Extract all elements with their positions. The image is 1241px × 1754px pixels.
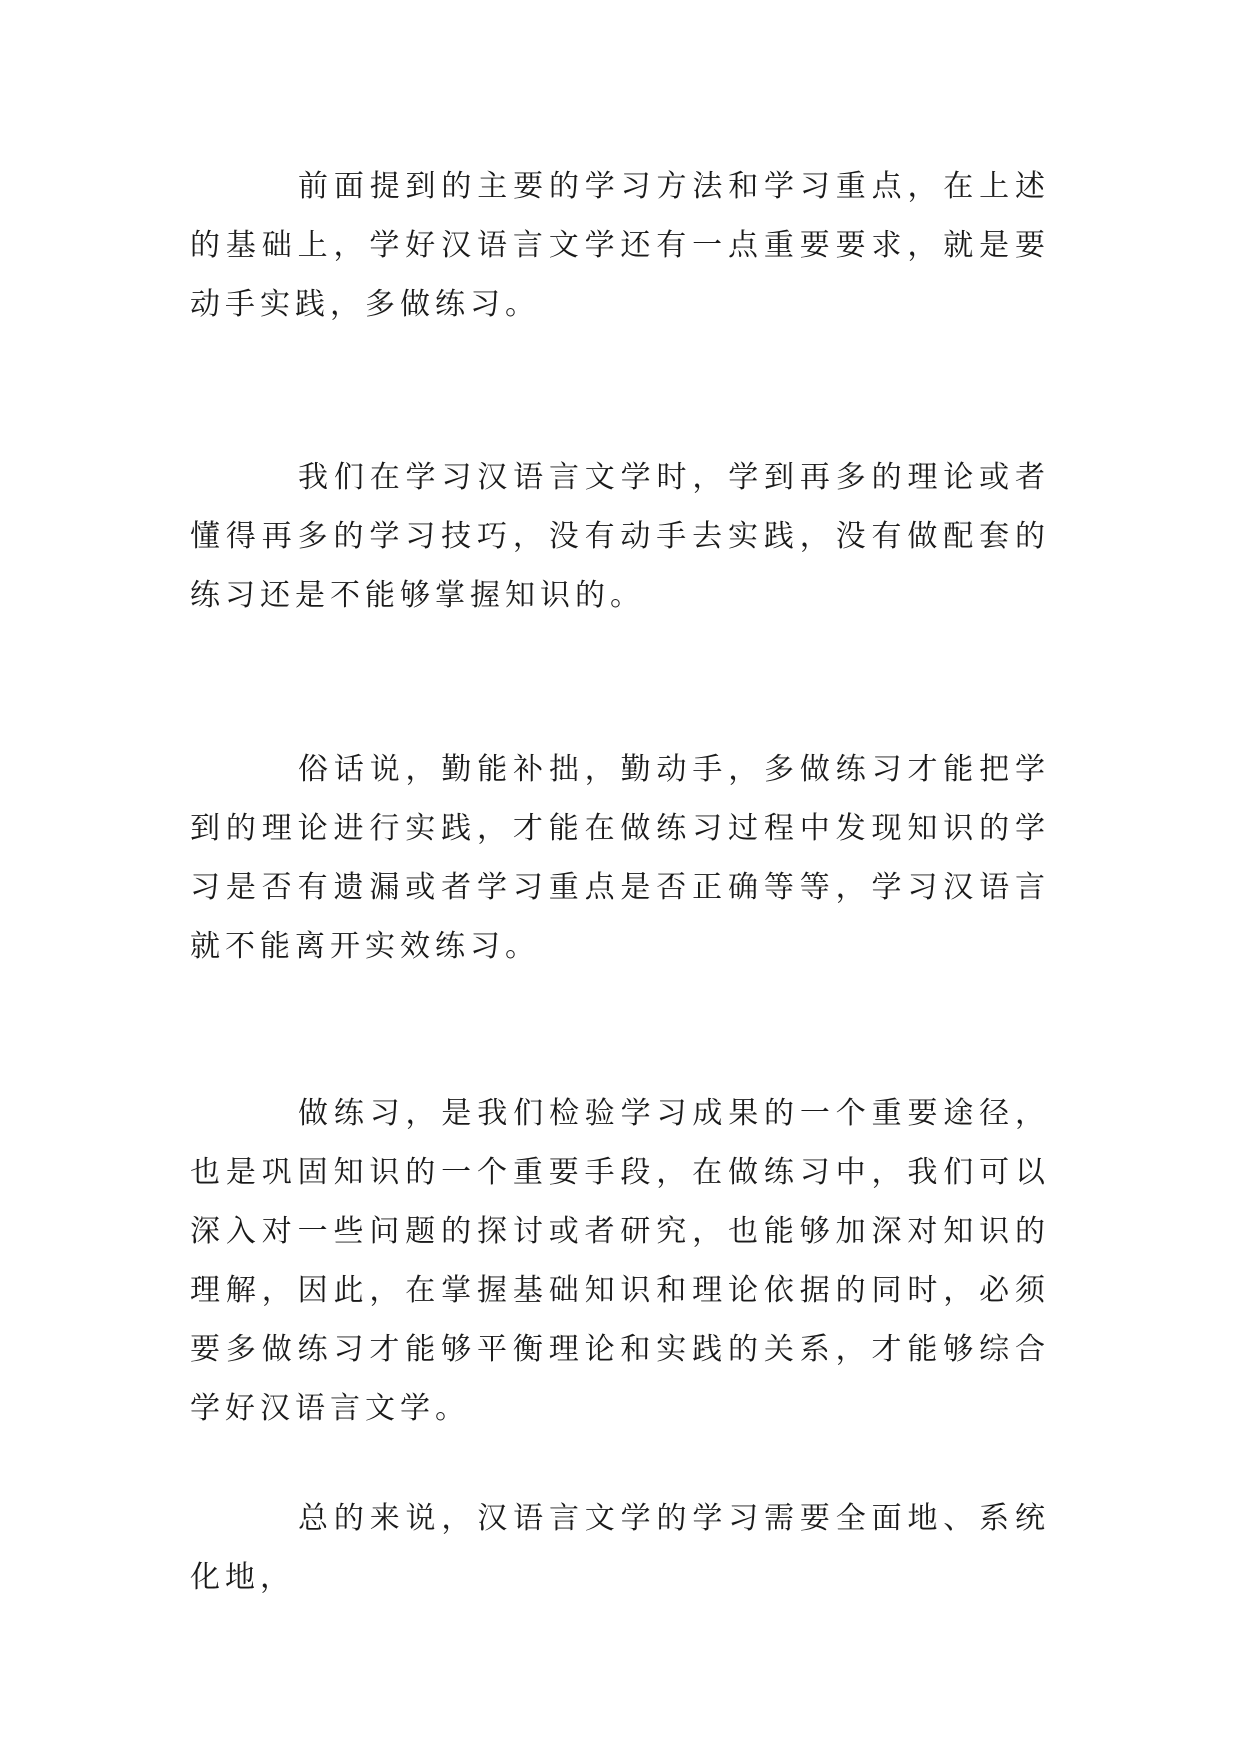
paragraph-exercise-importance: 做练习，是我们检验学习成果的一个重要途径，也是巩固知识的一个重要手段，在做练习中，我们可以深入对一些问题的探讨或者研究，也能够加深对知识的理解，因此，在掌握基础知识和理论依据的同时，必须要多做练习才能够平衡理论和实践的关系，才能够综合学好汉语言文学。: [190, 1096, 1050, 1426]
paragraph-conclusion: 总的来说，汉语言文学的学习需要全面地、系统化地，: [190, 1501, 1050, 1595]
paragraph-diligence-proverb: 俗话说，勤能补拙，勤动手，多做练习才能把学到的理论进行实践，才能在做练习过程中发现知识的学习是否有遗漏或者学习重点是否正确等等，学习汉语言就不能离开实效练习。: [190, 752, 1050, 964]
paragraph-practice-requirement: 前面提到的主要的学习方法和学习重点，在上述的基础上，学好汉语言文学还有一点重要要求，就是要动手实践，多做练习。: [190, 169, 1050, 322]
paragraph-theory-vs-practice: 我们在学习汉语言文学时，学到再多的理论或者懂得再多的学习技巧，没有动手去实践，没有做配套的练习还是不能够掌握知识的。: [190, 460, 1050, 613]
